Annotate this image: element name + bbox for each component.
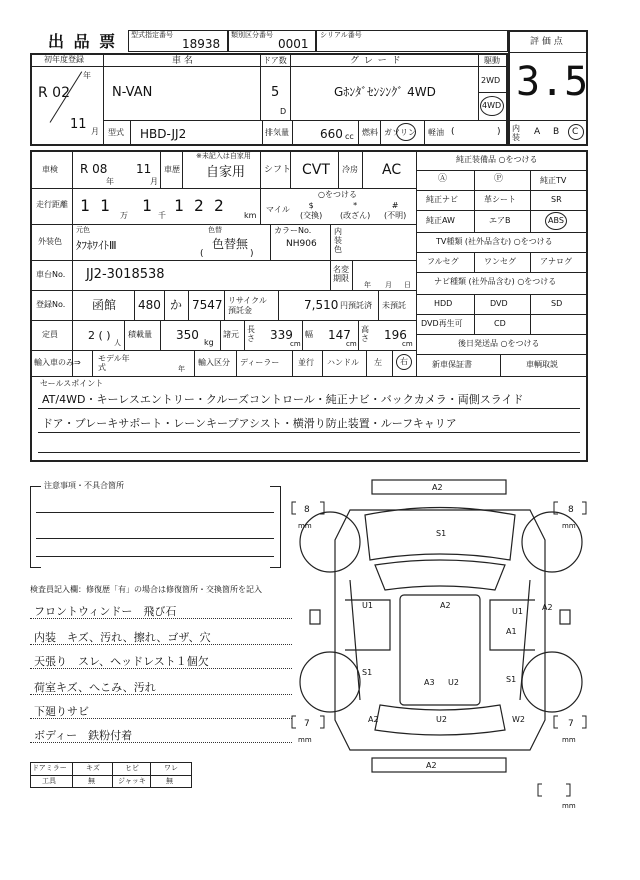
doors-label: ドア数	[263, 56, 287, 65]
divider	[236, 350, 237, 376]
sen-unit: 千	[158, 211, 166, 220]
divider	[362, 150, 363, 188]
divider	[302, 320, 303, 350]
tag-month: 月	[385, 281, 392, 289]
grade-label: グ レ ー ド	[350, 56, 402, 66]
vehicle-label: 車 名	[172, 56, 193, 66]
later-manual: 車輌取説	[526, 360, 558, 369]
shift-value: CVT	[302, 162, 330, 178]
model-type-label: 型式	[108, 128, 124, 137]
mileage-digit: 1	[174, 196, 184, 215]
divider	[378, 290, 379, 320]
tread-fl: 8	[304, 505, 310, 515]
bracket-rear	[538, 784, 542, 796]
tools-header: キズ	[86, 764, 100, 772]
diesel-label: 軽油	[428, 128, 444, 137]
divider	[182, 150, 183, 188]
powersteering-icon: Ⓟ	[494, 174, 504, 184]
serial-label: シリアル番号	[320, 31, 362, 39]
color-code-label: カラーNo.	[274, 226, 312, 235]
damage-mark: S1	[362, 668, 373, 677]
note-line: ボディー 鉄粉付着	[34, 729, 133, 742]
sales-point-line-2: ドア・ブレーキサポート・レーンキープアシスト・横滑り防止装置・ルーフキャリア	[42, 417, 457, 430]
nav-dvd-play: DVD再生可	[421, 319, 463, 328]
import-class-label: 輸入区分	[198, 358, 230, 367]
note-line: 荷室キズ、へこみ、汚れ	[34, 681, 156, 694]
bracket-rr	[554, 716, 558, 728]
damage-mark: W2	[512, 715, 525, 724]
divider	[72, 762, 73, 788]
divider	[38, 408, 580, 409]
divider	[30, 224, 416, 225]
equipment-title: 純正装備品 ○をつける	[456, 155, 538, 164]
model-type-value: HBD-JJ2	[140, 127, 187, 141]
model-year-label: モデル年式	[98, 354, 130, 372]
mileage-digit: 2	[214, 196, 224, 215]
tv-oneseg: ワンセグ	[484, 257, 516, 266]
grade-value: Gﾎﾝﾀﾞｾﾝｼﾝｸﾞ 4WD	[334, 85, 436, 99]
interior-grade-c: C	[572, 127, 579, 137]
mm-unit: mm	[298, 522, 312, 530]
sales-points-label: セールスポイント	[40, 379, 104, 388]
tools-value: 工具	[42, 777, 56, 785]
color-change-value: 色替無	[212, 237, 249, 251]
damage-mark: U1	[362, 601, 373, 610]
drive-2wd: 2WD	[481, 76, 501, 85]
mile-label: マイル	[266, 205, 290, 214]
color-label: 外装色	[38, 237, 62, 246]
form-no-value: 18938	[182, 37, 221, 51]
car-damage-diagram	[290, 470, 590, 810]
bracket-fr	[582, 502, 586, 514]
mirror-right	[560, 610, 570, 624]
mileage-mark-note: ○をつける	[318, 190, 357, 199]
damage-mark: A2	[426, 761, 437, 770]
inspection-year-unit: 年	[106, 177, 114, 186]
length-label: 長さ	[247, 325, 255, 343]
bracket-open: (	[451, 127, 455, 137]
note-line: 下廻りサビ	[34, 705, 89, 718]
damage-mark: S1	[436, 529, 447, 538]
equipment-airbag: エアB	[489, 216, 511, 225]
handle-label: ハンドル	[327, 358, 359, 367]
tools-header: ドアミラー	[32, 764, 67, 772]
recycle-label: リサイクル預託金	[228, 296, 267, 315]
inspection-month-unit: 月	[150, 177, 158, 186]
tag-day: 日	[404, 281, 411, 289]
fuel-value: ガソリン	[384, 128, 416, 137]
divider	[36, 512, 274, 513]
tv-analog: アナログ	[540, 257, 572, 266]
unknown-label: # (不明)	[384, 201, 407, 220]
divider	[358, 120, 359, 146]
windshield-shape	[375, 560, 505, 590]
load-label: 積載量	[128, 330, 152, 339]
divider	[30, 260, 416, 261]
inspection-month: 11	[136, 162, 152, 176]
divider	[392, 350, 393, 376]
divider	[416, 294, 588, 295]
exchange-label: $ (交換)	[300, 201, 323, 220]
nav-dvd: DVD	[490, 299, 508, 308]
divider	[160, 320, 161, 350]
drive-label: 駆動	[484, 56, 500, 65]
displacement-value: 660	[320, 127, 343, 141]
length-value: 339	[270, 328, 293, 342]
divider	[416, 210, 588, 211]
fuel-label: 燃料	[362, 128, 378, 137]
cool-value: AC	[382, 162, 402, 178]
door-suffix: D	[280, 107, 287, 116]
equipment-navi: 純正ナビ	[426, 195, 458, 204]
cm-unit: cm	[346, 340, 357, 348]
divider	[292, 120, 293, 146]
bracket-rl	[292, 716, 296, 728]
inspector-note: 検査員記入欄：修復歴「有」の場合は修復箇所・交換箇所を記入	[30, 585, 262, 594]
divider	[500, 354, 501, 376]
divider	[30, 775, 192, 776]
divider	[30, 376, 588, 377]
km-unit: km	[244, 211, 257, 220]
shift-label: シフト	[264, 165, 292, 175]
divider	[103, 120, 508, 121]
first-reg-era: R 02	[38, 85, 70, 101]
height-value: 196	[384, 328, 407, 342]
nav-title: ナビ種類 (社外品含む) ○をつける	[434, 277, 557, 286]
tools-value: ジャッキ	[118, 777, 146, 785]
damage-mark: S1	[506, 675, 517, 684]
color-code-value: NH906	[286, 239, 317, 249]
door-lines	[350, 580, 530, 700]
divider	[474, 252, 475, 272]
divider	[416, 334, 588, 335]
tv-title: TV種類 (社外品含む) ○をつける	[436, 237, 553, 246]
divider	[194, 350, 195, 376]
capacity-label: 定員	[42, 330, 58, 339]
handle-right: 右	[400, 357, 408, 366]
divider	[352, 260, 353, 290]
tools-value: 無	[166, 777, 173, 785]
equipment-sr: SR	[551, 195, 562, 204]
doors-value: 5	[271, 85, 280, 100]
interior-label: 内装	[512, 124, 520, 142]
model-year-unit: 年	[178, 365, 185, 373]
divider	[260, 53, 261, 120]
divider	[278, 290, 279, 320]
paren-open: (	[200, 249, 204, 259]
mileage-digit: 1	[80, 196, 90, 215]
damage-mark: A2	[368, 715, 379, 724]
chassis-value: JJ2-3018538	[86, 267, 165, 282]
divider	[478, 66, 508, 67]
aircon-icon: Ⓐ	[438, 174, 448, 184]
divider	[416, 232, 588, 233]
month-unit: 月	[91, 127, 99, 136]
divider	[38, 432, 580, 433]
divider	[164, 290, 165, 320]
mileage-digit: 2	[194, 196, 204, 215]
kg-unit: kg	[204, 338, 214, 347]
divider	[150, 762, 151, 788]
divider	[260, 150, 261, 188]
nav-hdd: HDD	[434, 299, 453, 308]
displacement-label: 排気量	[265, 128, 289, 137]
handle-left: 左	[374, 358, 382, 367]
divider	[530, 170, 531, 232]
wheel-front-left	[300, 512, 360, 572]
bracket-rr	[582, 716, 586, 728]
divider	[224, 290, 225, 320]
cool-label: 冷房	[342, 165, 358, 174]
damage-mark: A1	[506, 627, 517, 636]
mileage-digit: 1	[142, 196, 152, 215]
mm-unit: mm	[562, 802, 576, 810]
mm-unit: mm	[298, 736, 312, 744]
divider	[124, 320, 125, 350]
divider	[244, 320, 245, 350]
person-unit: 人	[114, 339, 121, 347]
divider	[416, 354, 588, 355]
divider	[290, 53, 291, 120]
vehicle-name: N-VAN	[112, 85, 153, 100]
damage-mark: A2	[542, 603, 553, 612]
divider	[30, 290, 416, 291]
orig-color-label: 元色	[76, 226, 90, 234]
divider	[416, 150, 417, 376]
later-warranty: 新車保証書	[432, 360, 472, 369]
dotted-line	[30, 718, 292, 719]
form-no-label: 型式指定番号	[131, 31, 173, 39]
divider	[330, 260, 331, 290]
divider	[270, 224, 271, 260]
equipment-abs: ABS	[548, 216, 564, 225]
divider	[366, 350, 367, 376]
tread-fr: 8	[568, 505, 574, 515]
damage-mark: A2	[440, 601, 451, 610]
tread-rl: 7	[304, 719, 310, 729]
divider	[220, 320, 221, 350]
mileage-digit: 1	[100, 196, 110, 215]
divider	[38, 452, 580, 453]
score-label: 評 価 点	[530, 37, 563, 47]
mileage-label: 走行距離	[36, 200, 68, 209]
divider	[322, 350, 323, 376]
score-value: 3.5	[516, 59, 589, 105]
orig-color-value: ﾀﾌﾎﾜｲﾄⅢ	[76, 239, 117, 252]
divider	[330, 224, 331, 260]
divider	[262, 120, 263, 146]
bracket-rl	[320, 716, 324, 728]
color-change-label: 色替	[208, 226, 222, 234]
damage-mark: U1	[512, 607, 523, 616]
equipment-tv: 純正TV	[540, 176, 567, 185]
damage-mark: U2	[436, 715, 447, 724]
divider	[160, 150, 161, 188]
wheel-front-right	[522, 512, 582, 572]
divider	[292, 350, 293, 376]
divider	[358, 320, 359, 350]
note-line: 内装 キズ、汚れ、擦れ、ゴザ、穴	[34, 631, 211, 644]
tamper-label: * (改ざん)	[340, 201, 371, 220]
interior-color-label: 内装色	[334, 227, 342, 254]
divider	[30, 350, 416, 351]
tools-header: ワレ	[164, 764, 178, 772]
registration-city: 函館	[92, 298, 117, 312]
recycle-suffix: 円預託済	[340, 301, 372, 310]
note-line: フロントウィンドー 飛び石	[34, 605, 177, 618]
sales-point-line-1: AT/4WD・キーレスエントリー・クルーズコントロール・純正ナビ・バックカメラ・両側スライド	[42, 393, 524, 406]
registration-num2: 7547	[192, 298, 223, 312]
mm-unit: mm	[562, 736, 576, 744]
equipment-aw: 純正AW	[426, 216, 455, 225]
bracket-fl	[292, 502, 296, 514]
dims-label: 諸元	[223, 330, 239, 339]
divider	[478, 53, 479, 120]
divider	[36, 556, 274, 557]
damage-mark: U2	[448, 678, 459, 687]
cm-unit: cm	[402, 340, 413, 348]
divider	[30, 66, 508, 67]
tag-label: 名変期限	[333, 265, 349, 283]
divider	[72, 150, 73, 376]
width-value: 147	[328, 328, 351, 342]
drive-4wd: 4WD	[482, 101, 502, 110]
cc-unit: cc	[345, 132, 354, 141]
divider	[474, 170, 475, 232]
divider	[416, 170, 588, 171]
dotted-line	[30, 644, 292, 645]
note-line: 天張り スレ、ヘッドレスト１個欠	[34, 655, 209, 668]
capacity-value: 2 ( )	[88, 329, 111, 342]
dotted-line	[30, 694, 292, 695]
load-value: 350	[176, 328, 199, 342]
form-title: 出 品 票	[48, 32, 118, 51]
tools-header: ヒビ	[125, 764, 139, 772]
tread-rr: 7	[568, 719, 574, 729]
divider	[416, 272, 588, 273]
dotted-line	[30, 618, 292, 619]
divider	[188, 290, 189, 320]
mirror-left	[310, 610, 320, 624]
divider	[290, 150, 291, 188]
roof-shape	[400, 595, 480, 705]
history-label: 車歴	[164, 165, 180, 174]
parallel-option: 並行	[298, 358, 314, 367]
bracket-close: )	[497, 127, 501, 137]
divider	[478, 92, 508, 93]
recycle-value: 7,510	[304, 298, 339, 312]
dealer-option: ディーラー	[240, 358, 280, 367]
tv-fullseg: フルセグ	[427, 257, 459, 266]
divider	[530, 252, 531, 272]
divider	[416, 252, 588, 253]
chassis-label: 車台No.	[36, 270, 66, 279]
nav-cd: CD	[494, 319, 506, 328]
class-no-value: 0001	[278, 37, 309, 51]
class-no-label: 類別区分番号	[231, 31, 273, 39]
man-unit: 万	[120, 211, 128, 220]
divider	[260, 188, 261, 224]
inspection-label: 車検	[42, 165, 58, 174]
divider	[508, 120, 588, 121]
divider	[338, 150, 339, 188]
tools-value: 無	[88, 777, 95, 785]
later-title: 後日発送品 ○をつける	[458, 339, 540, 348]
width-label: 幅	[305, 330, 313, 339]
interior-grade-b: B	[553, 127, 560, 137]
import-label: 輸入車のみ⇒	[34, 358, 81, 367]
history-value: 自家用	[206, 165, 246, 180]
year-unit: 年	[83, 71, 91, 80]
mm-unit: mm	[562, 522, 576, 530]
wheel-rear-right	[522, 652, 582, 712]
dotted-line	[30, 668, 292, 669]
first-reg-month: 11	[70, 117, 87, 132]
divider	[380, 120, 381, 146]
registration-num1: 480	[138, 298, 161, 312]
registration-label: 登録No.	[36, 300, 66, 309]
inspection-era: R 08	[80, 162, 108, 176]
divider	[134, 290, 135, 320]
paren-close: )	[250, 249, 254, 259]
divider	[416, 190, 588, 191]
history-note: ※未記入は自家用	[196, 152, 251, 160]
height-label: 高さ	[361, 325, 369, 343]
divider	[416, 314, 588, 315]
tag-year: 年	[364, 281, 371, 289]
divider	[424, 120, 425, 146]
divider	[103, 53, 104, 146]
first-reg-label: 初年度登録	[44, 55, 84, 64]
divider	[92, 350, 93, 376]
bracket-rear	[566, 784, 570, 796]
damage-mark: A3	[424, 678, 435, 687]
divider	[36, 538, 274, 539]
recycle-status: 未預託	[382, 301, 406, 310]
damage-mark: A2	[432, 483, 443, 492]
dotted-line	[30, 742, 292, 743]
wheel-rear-left	[300, 652, 360, 712]
rear-bumper-shape	[372, 758, 506, 772]
divider	[30, 188, 416, 189]
equipment-leather: 革シート	[484, 195, 516, 204]
interior-grade-a: A	[534, 127, 541, 137]
divider	[112, 762, 113, 788]
cm-unit: cm	[290, 340, 301, 348]
notes-title: 注意事項・不具合箇所	[44, 481, 124, 490]
divider	[508, 52, 588, 53]
nav-sd: SD	[551, 299, 563, 308]
divider	[130, 120, 131, 146]
registration-kana: か	[170, 298, 183, 312]
